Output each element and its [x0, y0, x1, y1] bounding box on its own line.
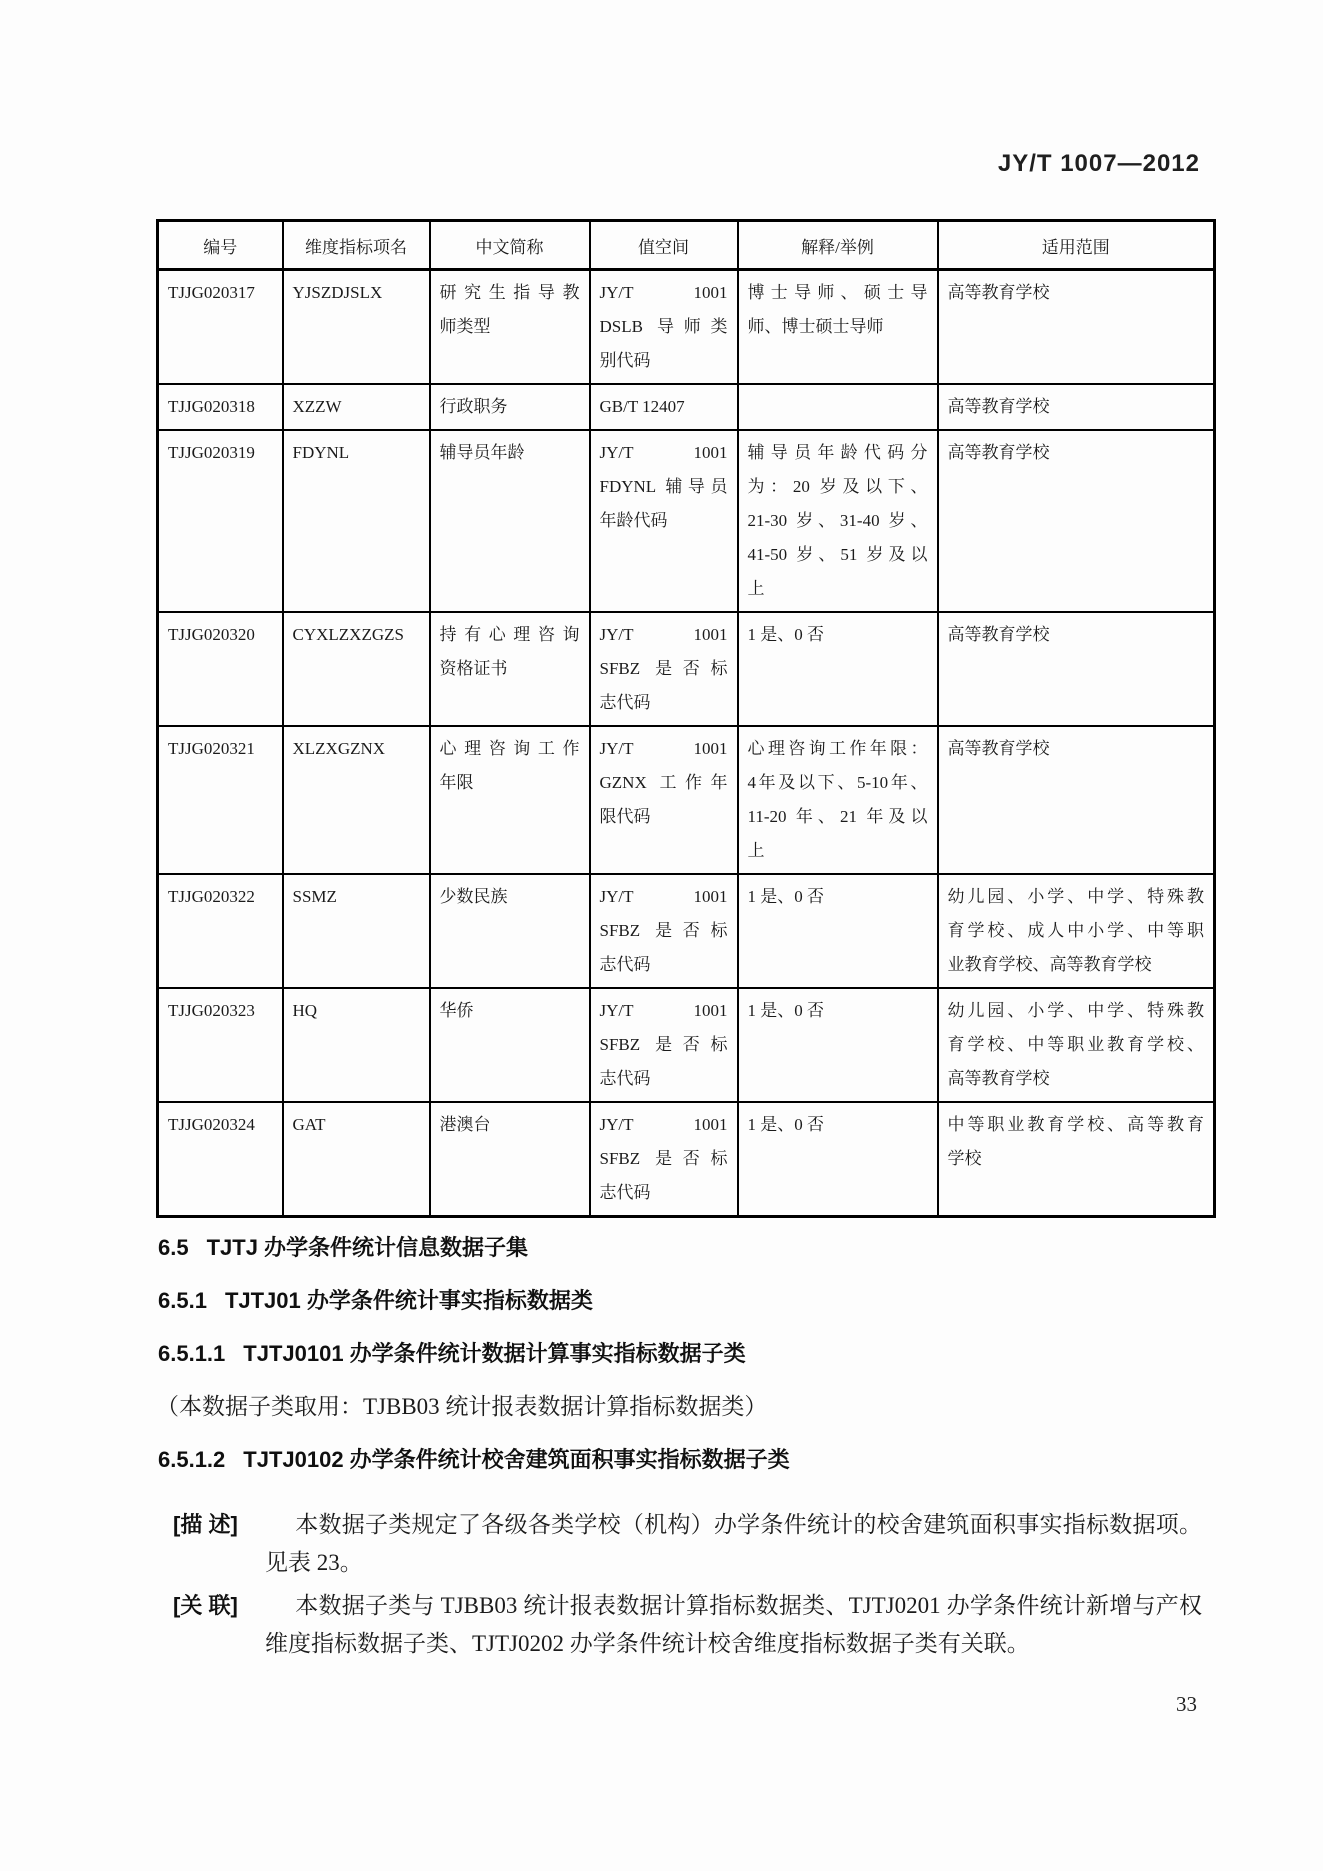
cell-line: 1 是、0 否	[747, 625, 824, 644]
cell-line: 为：20 岁及以下、	[747, 477, 928, 496]
cell-line: 辅导员年龄	[439, 443, 525, 462]
heading-number: 6.5	[158, 1235, 189, 1260]
cell-item-name	[283, 1102, 430, 1217]
cell-scope	[938, 1102, 1215, 1217]
cell-line: 上	[747, 841, 765, 860]
table-row	[158, 612, 1215, 726]
cell-line: CYXLZXZGZS	[292, 625, 404, 644]
cell-value-space	[590, 384, 738, 430]
cell-scope	[938, 988, 1215, 1102]
cell-line: 幼儿园、小学、中学、特殊教	[947, 887, 1204, 906]
cell-line: TJJG020318	[168, 397, 255, 416]
cell-item-name	[283, 384, 430, 430]
cell-line: JY/T 1001	[599, 625, 728, 644]
cell-line: 业教育学校、高等教育学校	[947, 955, 1152, 974]
cell-line: SFBZ 是否标	[599, 921, 728, 940]
cell-value-space	[590, 988, 738, 1102]
cell-line: 41-50 岁、51 岁及以	[747, 545, 928, 564]
cell-line: 志代码	[599, 693, 651, 712]
cell-line: 资格证书	[439, 659, 508, 678]
column-header-scope: 适用范围	[938, 221, 1215, 270]
page-number: 33	[1176, 1692, 1197, 1716]
table-row	[158, 874, 1215, 988]
cell-value-space	[590, 1102, 738, 1217]
cell-line: 高等教育学校	[947, 283, 1050, 302]
cell-explanation	[738, 726, 938, 874]
heading-6-5	[158, 1234, 1202, 1262]
cell-line: SFBZ 是否标	[599, 1149, 728, 1168]
cell-cn-name	[430, 988, 590, 1102]
cell-line: 心理咨询工作	[439, 739, 580, 758]
heading-title: TJTJ 办学条件统计信息数据子集	[206, 1235, 529, 1260]
cell-line: 志代码	[599, 955, 651, 974]
column-header-value-space: 值空间	[590, 221, 738, 270]
cell-cn-name	[430, 726, 590, 874]
cell-line: JY/T 1001	[599, 887, 728, 906]
heading-number: 6.5.1	[158, 1288, 207, 1313]
cell-line: 高等教育学校	[947, 397, 1050, 416]
cell-line: 高等教育学校	[947, 1069, 1050, 1088]
sections	[156, 1234, 1202, 1663]
cell-cn-name	[430, 874, 590, 988]
heading-title: TJTJ0102 办学条件统计校舍建筑面积事实指标数据子类	[243, 1447, 790, 1472]
heading-title: TJTJ01 办学条件统计事实指标数据类	[224, 1288, 593, 1313]
heading-6-5-1	[158, 1287, 1202, 1315]
cell-line: 育学校、中等职业教育学校、	[947, 1035, 1204, 1054]
table-row	[158, 988, 1215, 1102]
cell-scope	[938, 430, 1215, 612]
cell-item-name	[283, 430, 430, 612]
cell-line: HQ	[292, 1001, 318, 1020]
cell-value-space	[590, 430, 738, 612]
cell-line: TJJG020320	[168, 625, 255, 644]
cell-line: XZZW	[292, 397, 342, 416]
relation-text: 本数据子类与 TJBB03 统计报表数据计算指标数据类、TJTJ0201 办学条件统计新增与产权维度指标数据子类、TJTJ0202 办学条件统计校舍维度指标数据子类有关联。	[265, 1593, 1202, 1656]
table-header-row	[158, 221, 1215, 270]
cell-scope	[938, 726, 1215, 874]
cell-line: JY/T 1001	[599, 1115, 728, 1134]
cell-scope	[938, 874, 1215, 988]
table-body	[158, 270, 1215, 1217]
column-header-id: 编号	[158, 221, 283, 270]
cell-line: JY/T 1001	[599, 443, 728, 462]
cell-item-name	[283, 726, 430, 874]
cell-line: DSLB 导师类	[599, 317, 728, 336]
cell-scope	[938, 612, 1215, 726]
document-reference: JY/T 1007—2012	[997, 150, 1200, 177]
table-row	[158, 726, 1215, 874]
cell-line: 持有心理咨询	[439, 625, 580, 644]
cell-cn-name	[430, 1102, 590, 1217]
cell-line: FDYNL	[292, 443, 350, 462]
cell-line: 上	[747, 579, 765, 598]
cell-line: TJJG020322	[168, 887, 255, 906]
cell-line: SFBZ 是否标	[599, 1035, 728, 1054]
cell-cn-name	[430, 270, 590, 385]
cell-line: FDYNL 辅导员	[599, 477, 728, 496]
cell-item-name	[283, 270, 430, 385]
cell-line: 高等教育学校	[947, 443, 1050, 462]
cell-id	[158, 1102, 283, 1217]
relation-paragraph	[156, 1587, 1202, 1663]
cell-line: JY/T 1001	[599, 739, 728, 758]
subclass-source-note: （本数据子类取用：TJBB03 统计报表数据计算指标数据类）	[156, 1394, 768, 1419]
column-header-item-name: 维度指标项名	[283, 221, 430, 270]
cell-line: 限代码	[599, 807, 651, 826]
cell-line: 1 是、0 否	[747, 1115, 824, 1134]
cell-item-name	[283, 988, 430, 1102]
heading-number: 6.5.1.2	[158, 1447, 226, 1472]
cell-line: JY/T 1001	[599, 283, 728, 302]
cell-line: 辅导员年龄代码分	[747, 443, 928, 462]
cell-line: GAT	[292, 1115, 326, 1134]
cell-line: 育学校、成人中小学、中等职	[947, 921, 1204, 940]
cell-explanation	[738, 384, 938, 430]
cell-explanation	[738, 430, 938, 612]
cell-line: 高等教育学校	[947, 625, 1050, 644]
cell-id	[158, 430, 283, 612]
relation-label: [关 联]	[173, 1593, 238, 1618]
cell-line: 研究生指导教	[439, 283, 580, 302]
cell-line: SFBZ 是否标	[599, 659, 728, 678]
cell-line: 志代码	[599, 1183, 651, 1202]
heading-number: 6.5.1.1	[158, 1341, 226, 1366]
description-label: [描 述]	[173, 1512, 238, 1537]
cell-id	[158, 270, 283, 385]
cell-line: 博士导师、硕士导	[747, 283, 928, 302]
cell-line: 4年及以下、5-10年、	[747, 773, 928, 792]
cell-line: TJJG020321	[168, 739, 255, 758]
cell-line: 年龄代码	[599, 511, 668, 530]
column-header-cn-name: 中文简称	[430, 221, 590, 270]
cell-cn-name	[430, 612, 590, 726]
cell-value-space	[590, 612, 738, 726]
cell-line: 心理咨询工作年限：	[747, 739, 928, 758]
cell-line: JY/T 1001	[599, 1001, 728, 1020]
cell-line: 少数民族	[439, 887, 508, 906]
cell-line: 行政职务	[439, 397, 508, 416]
description-paragraph	[156, 1506, 1202, 1582]
cell-line: TJJG020317	[168, 283, 255, 302]
cell-line: 21-30 岁、31-40 岁、	[747, 511, 928, 530]
table-row	[158, 430, 1215, 612]
cell-cn-name	[430, 384, 590, 430]
cell-line: GB/T 12407	[599, 397, 685, 416]
cell-scope	[938, 270, 1215, 385]
cell-line: 1 是、0 否	[747, 1001, 824, 1020]
cell-value-space	[590, 270, 738, 385]
cell-explanation	[738, 874, 938, 988]
cell-line: 年限	[439, 773, 474, 792]
cell-line: 幼儿园、小学、中学、特殊教	[947, 1001, 1204, 1020]
cell-line: 别代码	[599, 351, 651, 370]
cell-line: TJJG020319	[168, 443, 255, 462]
cell-id	[158, 988, 283, 1102]
page-content	[156, 219, 1213, 1668]
cell-line: 学校	[947, 1149, 982, 1168]
heading-6-5-1-2	[158, 1446, 1202, 1474]
cell-scope	[938, 384, 1215, 430]
cell-line: 师、博士硕士导师	[747, 317, 884, 336]
cell-id	[158, 726, 283, 874]
cell-line: TJJG020324	[168, 1115, 255, 1134]
cell-line: 11-20 年、21 年及以	[747, 807, 928, 826]
cell-line: YJSZDJSLX	[292, 283, 383, 302]
cell-explanation	[738, 988, 938, 1102]
cell-line: XLZXGZNX	[292, 739, 386, 758]
table-header	[158, 221, 1215, 270]
cell-explanation	[738, 612, 938, 726]
cell-id	[158, 612, 283, 726]
cell-value-space	[590, 726, 738, 874]
cell-line: TJJG020323	[168, 1001, 255, 1020]
cell-line: 志代码	[599, 1069, 651, 1088]
dimension-indicator-table	[156, 219, 1216, 1218]
cell-explanation	[738, 270, 938, 385]
table-row	[158, 270, 1215, 385]
cell-value-space	[590, 874, 738, 988]
cell-line: 1 是、0 否	[747, 887, 824, 906]
table-row	[158, 384, 1215, 430]
cell-explanation	[738, 1102, 938, 1217]
cell-line: 高等教育学校	[947, 739, 1050, 758]
heading-title: TJTJ0101 办学条件统计数据计算事实指标数据子类	[243, 1341, 746, 1366]
cell-line: 华侨	[439, 1001, 474, 1020]
cell-line: 师类型	[439, 317, 491, 336]
cell-line: 中等职业教育学校、高等教育	[947, 1115, 1204, 1134]
cell-id	[158, 384, 283, 430]
column-header-explanation: 解释/举例	[738, 221, 938, 270]
cell-item-name	[283, 612, 430, 726]
heading-6-5-1-1	[158, 1340, 1202, 1368]
cell-id	[158, 874, 283, 988]
cell-line: 港澳台	[439, 1115, 491, 1134]
cell-line: GZNX 工作年	[599, 773, 728, 792]
cell-line: SSMZ	[292, 887, 337, 906]
description-text: 本数据子类规定了各级各类学校（机构）办学条件统计的校舍建筑面积事实指标数据项。见表 23。	[265, 1512, 1202, 1575]
table-row	[158, 1102, 1215, 1217]
cell-cn-name	[430, 430, 590, 612]
cell-item-name	[283, 874, 430, 988]
